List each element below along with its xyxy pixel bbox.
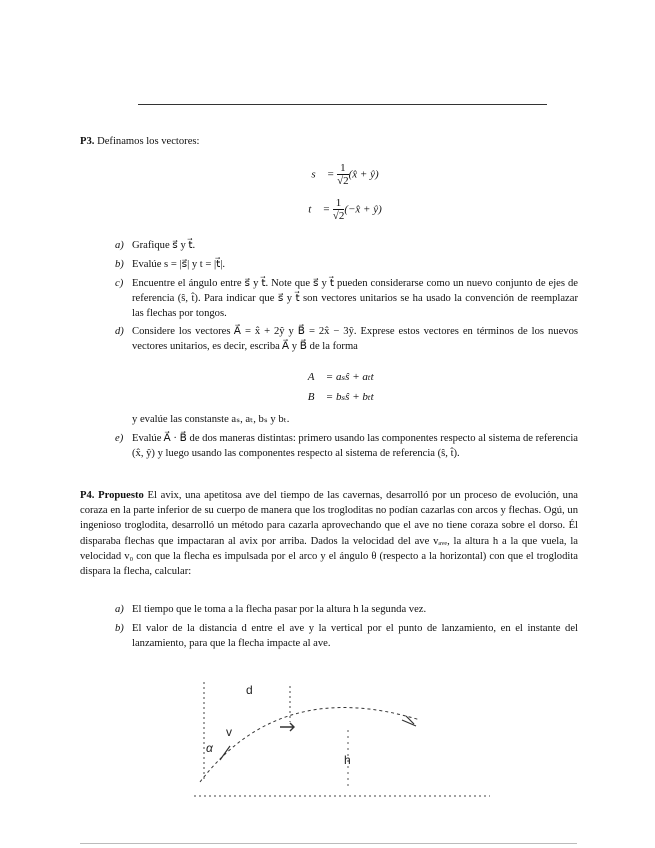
arrow-trajectory	[200, 708, 420, 782]
trajectory-figure	[190, 672, 500, 802]
eq-s-fraction	[337, 162, 349, 188]
p3-item-b-label: b)	[115, 259, 124, 270]
equation-s	[290, 162, 400, 188]
eq-t-rhs: (−x̂ + ŷ)	[344, 203, 382, 216]
eq-s-den: √2	[337, 175, 349, 187]
p3-item-b-text: Evalúe s = |s⃗| y t = |t⃗|.	[132, 259, 226, 270]
eq-s-lhs: s⃗ =	[311, 168, 335, 181]
p3-item-c-label: c)	[115, 278, 124, 289]
p3-item-a	[115, 238, 578, 253]
launch-velocity-arrow	[220, 746, 230, 760]
p3-item-d-text: Considere los vectores A⃗ = x̂ + 2ŷ y B⃗ = 2x̂ − 3ŷ. Exprese estos vectores en términos de los nuevos vectores unitarios, es decir, escriba A⃗ y B⃗ de la forma	[132, 326, 578, 353]
equation-A: A⃗ = aₛŝ + aₜt⃗	[307, 371, 383, 383]
eq-t-num: 1	[333, 197, 345, 210]
p4-item-b-text: El valor de la distancia d entre el ave y la vertical por el punto de lanzamiento, en el instante del lanzamiento, para que la flecha impacte al ave.	[132, 623, 578, 650]
equation-B: B⃗ = bₛŝ + bₜt⃗	[307, 391, 383, 403]
p3-number: P3.	[80, 136, 95, 147]
p4-item-a-label: a)	[115, 604, 124, 615]
p3-item-a-label: a)	[115, 240, 124, 251]
p4-title: Propuesto	[98, 490, 144, 501]
p3-intro	[80, 134, 580, 149]
top-rule	[138, 104, 547, 105]
eq-t-den: √2	[332, 210, 345, 222]
p3-item-b	[115, 257, 578, 272]
p4-number: P4.	[80, 490, 95, 501]
label-d: d	[246, 683, 253, 697]
eq-t-lhs: t⃗ =	[308, 203, 331, 216]
p3-item-d-label: d)	[115, 326, 124, 337]
p4-item-b-label: b)	[115, 623, 124, 634]
label-h: h	[344, 753, 351, 767]
p3-item-d	[115, 324, 578, 356]
p4-text: El avix, una apetitosa ave del tiempo de las cavernas, desarrolló por un proceso de evolución, una coraza en la parte inferior de su cuerpo de manera que los trogloditas no podían cazarlas con arcos y flechas. Ogú, un ingenioso troglodita, desarrolló un método para cazarla aprovechando que el ave no tiene coraza sobre el dorso. Él disparaba flechas que impactaran al avix por arriba. Dados la velocidad del ave vₐᵥₑ, la altura h a la que vuela, la velocidad v₀ con que la flecha es impulsada por el arco y el ángulo θ (respecto a la horizontal) con que el troglodita dispara la flecha, calcular:	[80, 490, 578, 578]
eq-s-num: 1	[337, 162, 349, 175]
bottom-rule	[80, 843, 577, 844]
p3-item-c	[115, 276, 578, 322]
p3-item-e-label: e)	[115, 433, 124, 444]
p4-item-a	[115, 602, 578, 617]
eq-t-fraction	[333, 197, 345, 223]
p3-item-e	[115, 431, 578, 477]
label-alpha: α	[206, 741, 213, 755]
p3-item-d-after: y evalúe las constanste aₛ, aₜ, bₛ y bₜ.	[132, 414, 290, 425]
p3-item-c-text: Encuentre el ángulo entre s⃗ y t⃗. Note que s⃗ y t⃗ pueden considerarse como un nuevo conjunto de ejes de referencia (ŝ, t̂). Para indicar que s⃗ y t⃗ son vectores unitarios se ha usado la convención de reemplazar las flechas por tongos.	[132, 278, 578, 320]
p3-item-e-text: Evalúe A⃗ · B⃗ de dos maneras distintas: primero usando las componentes respecto al sistema de referencia (x̂, ŷ) y luego usando las componentes respecto al sistema de referencia (ŝ, t̂).	[132, 433, 578, 460]
p3-item-a-text: Grafique s⃗ y t⃗.	[132, 240, 196, 251]
eq-s-rhs: (x̂ + ŷ)	[348, 168, 379, 181]
label-v: v	[226, 725, 232, 739]
p4-item-a-text: El tiempo que le toma a la flecha pasar por la altura h la segunda vez.	[132, 604, 427, 615]
bird-velocity-arrow	[280, 723, 294, 731]
arrow-tip-icon	[402, 716, 416, 726]
equation-t	[290, 197, 400, 223]
p4-paragraph	[80, 488, 578, 579]
p3-intro-text: Definamos los vectores:	[97, 136, 200, 147]
p4-item-b	[115, 621, 578, 653]
